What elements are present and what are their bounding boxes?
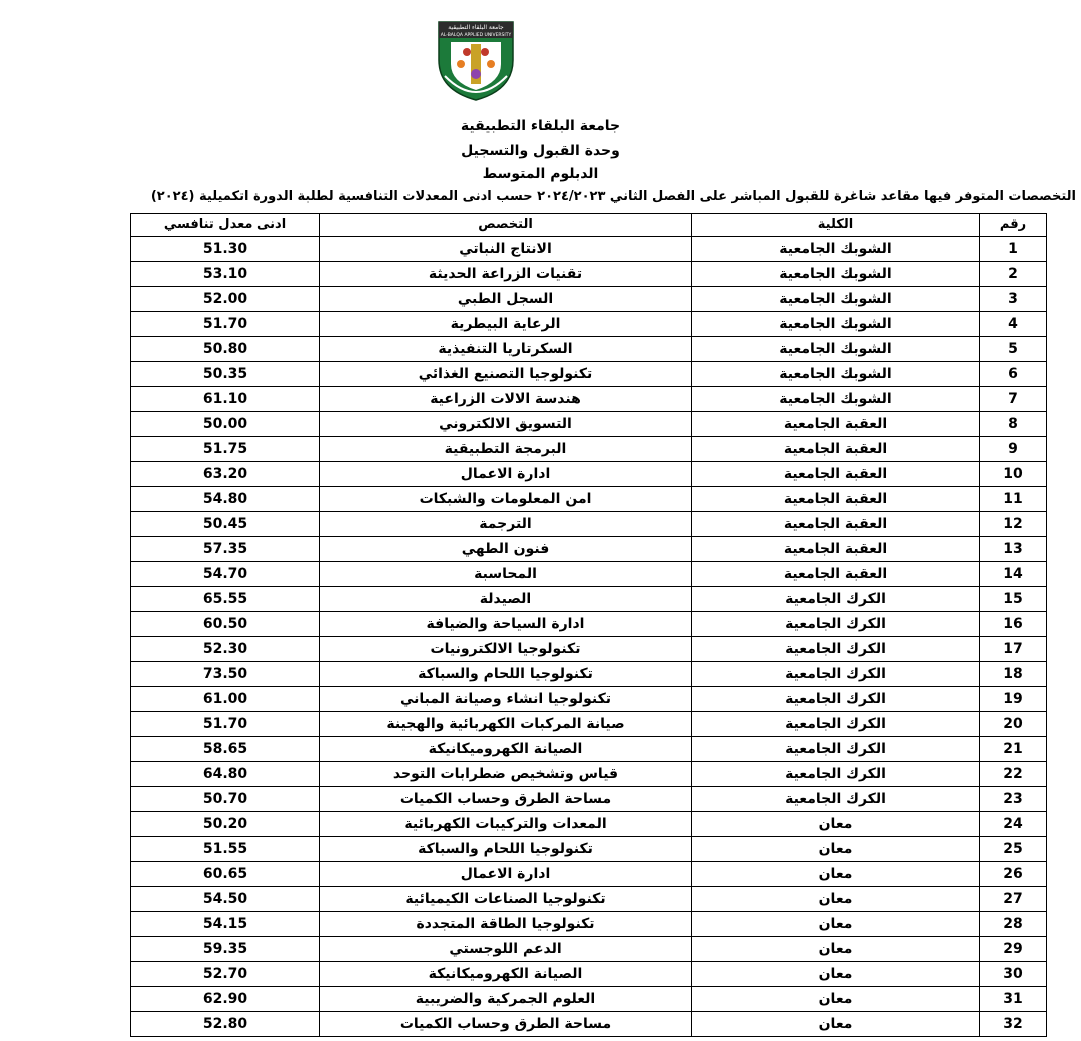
score-cell: 50.45: [131, 512, 320, 537]
table-row: [131, 487, 1047, 512]
table-header-row: [131, 214, 1047, 237]
table-row: [131, 637, 1047, 662]
number-cell: 2: [980, 262, 1047, 287]
table-row: [131, 387, 1047, 412]
admissions-table: [130, 213, 1047, 1037]
score-cell: 65.55: [131, 587, 320, 612]
score-cell: 58.65: [131, 737, 320, 762]
number-cell: 31: [980, 987, 1047, 1012]
table-row: [131, 837, 1047, 862]
college-cell: معان: [692, 837, 980, 862]
score-cell: 51.70: [131, 712, 320, 737]
college-cell: الكرك الجامعية: [692, 587, 980, 612]
score-cell: 50.20: [131, 812, 320, 837]
college-cell: العقبة الجامعية: [692, 412, 980, 437]
header-score: ادنى معدل تنافسي: [131, 214, 320, 237]
table-row: [131, 337, 1047, 362]
major-cell: التسويق الالكتروني: [320, 412, 692, 437]
major-cell: تكنولوجيا اللحام والسباكة: [320, 837, 692, 862]
number-cell: 3: [980, 287, 1047, 312]
score-cell: 63.20: [131, 462, 320, 487]
college-cell: العقبة الجامعية: [692, 487, 980, 512]
major-cell: تكنولوجيا الالكترونيات: [320, 637, 692, 662]
college-cell: العقبة الجامعية: [692, 437, 980, 462]
major-cell: قياس وتشخيص ضطرابات التوحد: [320, 762, 692, 787]
table-row: [131, 687, 1047, 712]
number-cell: 14: [980, 562, 1047, 587]
table-row: [131, 962, 1047, 987]
college-cell: الكرك الجامعية: [692, 737, 980, 762]
major-cell: مساحة الطرق وحساب الكميات: [320, 1012, 692, 1037]
number-cell: 22: [980, 762, 1047, 787]
major-cell: تكنولوجيا الطاقة المتجددة: [320, 912, 692, 937]
score-cell: 64.80: [131, 762, 320, 787]
table-row: [131, 362, 1047, 387]
logo-arabic-text: جامعة البلقاء التطبيقية: [448, 24, 504, 31]
number-cell: 15: [980, 587, 1047, 612]
score-cell: 52.00: [131, 287, 320, 312]
score-cell: 50.80: [131, 337, 320, 362]
header-college: الكلية: [692, 214, 980, 237]
table-row: [131, 587, 1047, 612]
number-cell: 17: [980, 637, 1047, 662]
college-cell: معان: [692, 937, 980, 962]
header-major: التخصص: [320, 214, 692, 237]
number-cell: 27: [980, 887, 1047, 912]
major-cell: الصيانة الكهروميكانيكة: [320, 737, 692, 762]
table-row: [131, 537, 1047, 562]
number-cell: 20: [980, 712, 1047, 737]
unit-name: وحدة القبول والتسجيل: [461, 143, 620, 159]
college-cell: الشوبك الجامعية: [692, 287, 980, 312]
document-subtitle: التخصصات المتوفر فيها مقاعد شاغرة للقبول المباشر على الفصل الثاني ٢٠٢٤/٢٠٢٣ حسب ادنى المعدلات التنافسية لطلبة الدورة اتكميلية (٢٠٢٤): [150, 189, 1076, 204]
score-cell: 59.35: [131, 937, 320, 962]
major-cell: صيانة المركبات الكهربائية والهجينة: [320, 712, 692, 737]
table-row: [131, 512, 1047, 537]
number-cell: 11: [980, 487, 1047, 512]
number-cell: 16: [980, 612, 1047, 637]
table-row: [131, 437, 1047, 462]
major-cell: العلوم الجمركية والضريبية: [320, 987, 692, 1012]
score-cell: 54.50: [131, 887, 320, 912]
college-cell: الشوبك الجامعية: [692, 362, 980, 387]
table-row: [131, 412, 1047, 437]
score-cell: 51.70: [131, 312, 320, 337]
table-row: [131, 787, 1047, 812]
number-cell: 25: [980, 837, 1047, 862]
major-cell: البرمجة التطبيقية: [320, 437, 692, 462]
table-row: [131, 862, 1047, 887]
table-row: [131, 237, 1047, 262]
major-cell: السكرتاريا التنفيذية: [320, 337, 692, 362]
college-cell: العقبة الجامعية: [692, 562, 980, 587]
table-row: [131, 662, 1047, 687]
college-cell: الكرك الجامعية: [692, 787, 980, 812]
major-cell: هندسة الالات الزراعية: [320, 387, 692, 412]
number-cell: 18: [980, 662, 1047, 687]
score-cell: 52.70: [131, 962, 320, 987]
major-cell: ادارة الاعمال: [320, 862, 692, 887]
number-cell: 5: [980, 337, 1047, 362]
score-cell: 60.65: [131, 862, 320, 887]
table-row: [131, 762, 1047, 787]
major-cell: امن المعلومات والشبكات: [320, 487, 692, 512]
table-row: [131, 712, 1047, 737]
number-cell: 30: [980, 962, 1047, 987]
college-cell: الكرك الجامعية: [692, 662, 980, 687]
university-name: جامعة البلقاء التطبيقية: [460, 118, 621, 134]
table-row: [131, 737, 1047, 762]
number-cell: 4: [980, 312, 1047, 337]
major-cell: الترجمة: [320, 512, 692, 537]
college-cell: العقبة الجامعية: [692, 462, 980, 487]
header-number: رقم: [980, 214, 1047, 237]
score-cell: 52.30: [131, 637, 320, 662]
score-cell: 61.00: [131, 687, 320, 712]
major-cell: الصيانة الكهروميكانيكة: [320, 962, 692, 987]
college-cell: معان: [692, 862, 980, 887]
major-cell: الانتاج النباتي: [320, 237, 692, 262]
major-cell: مساحة الطرق وحساب الكميات: [320, 787, 692, 812]
number-cell: 9: [980, 437, 1047, 462]
college-cell: معان: [692, 1012, 980, 1037]
college-cell: معان: [692, 887, 980, 912]
number-cell: 32: [980, 1012, 1047, 1037]
college-cell: معان: [692, 912, 980, 937]
college-cell: العقبة الجامعية: [692, 537, 980, 562]
table-row: [131, 987, 1047, 1012]
college-cell: الكرك الجامعية: [692, 637, 980, 662]
table-row: [131, 912, 1047, 937]
number-cell: 21: [980, 737, 1047, 762]
major-cell: ادارة الاعمال: [320, 462, 692, 487]
number-cell: 6: [980, 362, 1047, 387]
college-cell: الكرك الجامعية: [692, 612, 980, 637]
number-cell: 28: [980, 912, 1047, 937]
number-cell: 8: [980, 412, 1047, 437]
score-cell: 51.55: [131, 837, 320, 862]
score-cell: 51.30: [131, 237, 320, 262]
table-row: [131, 462, 1047, 487]
number-cell: 12: [980, 512, 1047, 537]
major-cell: فنون الطهي: [320, 537, 692, 562]
college-cell: الكرك الجامعية: [692, 762, 980, 787]
major-cell: الصيدلة: [320, 587, 692, 612]
number-cell: 10: [980, 462, 1047, 487]
major-cell: المحاسبة: [320, 562, 692, 587]
table-row: [131, 887, 1047, 912]
score-cell: 53.10: [131, 262, 320, 287]
college-cell: الكرك الجامعية: [692, 687, 980, 712]
score-cell: 62.90: [131, 987, 320, 1012]
number-cell: 24: [980, 812, 1047, 837]
table-row: [131, 262, 1047, 287]
major-cell: تقنيات الزراعة الحديثة: [320, 262, 692, 287]
college-cell: الشوبك الجامعية: [692, 312, 980, 337]
score-cell: 52.80: [131, 1012, 320, 1037]
table-row: [131, 312, 1047, 337]
major-cell: المعدات والتركيبات الكهربائية: [320, 812, 692, 837]
college-cell: الشوبك الجامعية: [692, 262, 980, 287]
major-cell: الرعاية البيطرية: [320, 312, 692, 337]
major-cell: تكنولوجيا التصنيع الغذائي: [320, 362, 692, 387]
major-cell: تكنولوجيا الصناعات الكيميائية: [320, 887, 692, 912]
score-cell: 54.70: [131, 562, 320, 587]
number-cell: 19: [980, 687, 1047, 712]
college-cell: معان: [692, 987, 980, 1012]
college-cell: معان: [692, 812, 980, 837]
number-cell: 23: [980, 787, 1047, 812]
score-cell: 61.10: [131, 387, 320, 412]
score-cell: 60.50: [131, 612, 320, 637]
table-row: [131, 612, 1047, 637]
college-cell: الشوبك الجامعية: [692, 387, 980, 412]
major-cell: تكنولوجيا انشاء وصيانة المباني: [320, 687, 692, 712]
college-cell: معان: [692, 962, 980, 987]
score-cell: 50.70: [131, 787, 320, 812]
number-cell: 26: [980, 862, 1047, 887]
number-cell: 13: [980, 537, 1047, 562]
major-cell: الدعم اللوجستي: [320, 937, 692, 962]
program-name: الدبلوم المتوسط: [482, 166, 599, 182]
college-cell: الكرك الجامعية: [692, 712, 980, 737]
table-row: [131, 1012, 1047, 1037]
score-cell: 73.50: [131, 662, 320, 687]
major-cell: ادارة السياحة والضيافة: [320, 612, 692, 637]
table-row: [131, 812, 1047, 837]
score-cell: 54.80: [131, 487, 320, 512]
major-cell: السجل الطبي: [320, 287, 692, 312]
college-cell: الشوبك الجامعية: [692, 237, 980, 262]
score-cell: 51.75: [131, 437, 320, 462]
number-cell: 1: [980, 237, 1047, 262]
number-cell: 7: [980, 387, 1047, 412]
number-cell: 29: [980, 937, 1047, 962]
table-row: [131, 937, 1047, 962]
logo-english-text: AL-BALQA APPLIED UNIVERSITY: [440, 33, 512, 38]
major-cell: تكنولوجيا اللحام والسباكة: [320, 662, 692, 687]
score-cell: 57.35: [131, 537, 320, 562]
college-cell: الشوبك الجامعية: [692, 337, 980, 362]
university-seal-icon: [431, 16, 521, 102]
score-cell: 50.35: [131, 362, 320, 387]
table-row: [131, 562, 1047, 587]
table-row: [131, 287, 1047, 312]
score-cell: 54.15: [131, 912, 320, 937]
score-cell: 50.00: [131, 412, 320, 437]
college-cell: العقبة الجامعية: [692, 512, 980, 537]
